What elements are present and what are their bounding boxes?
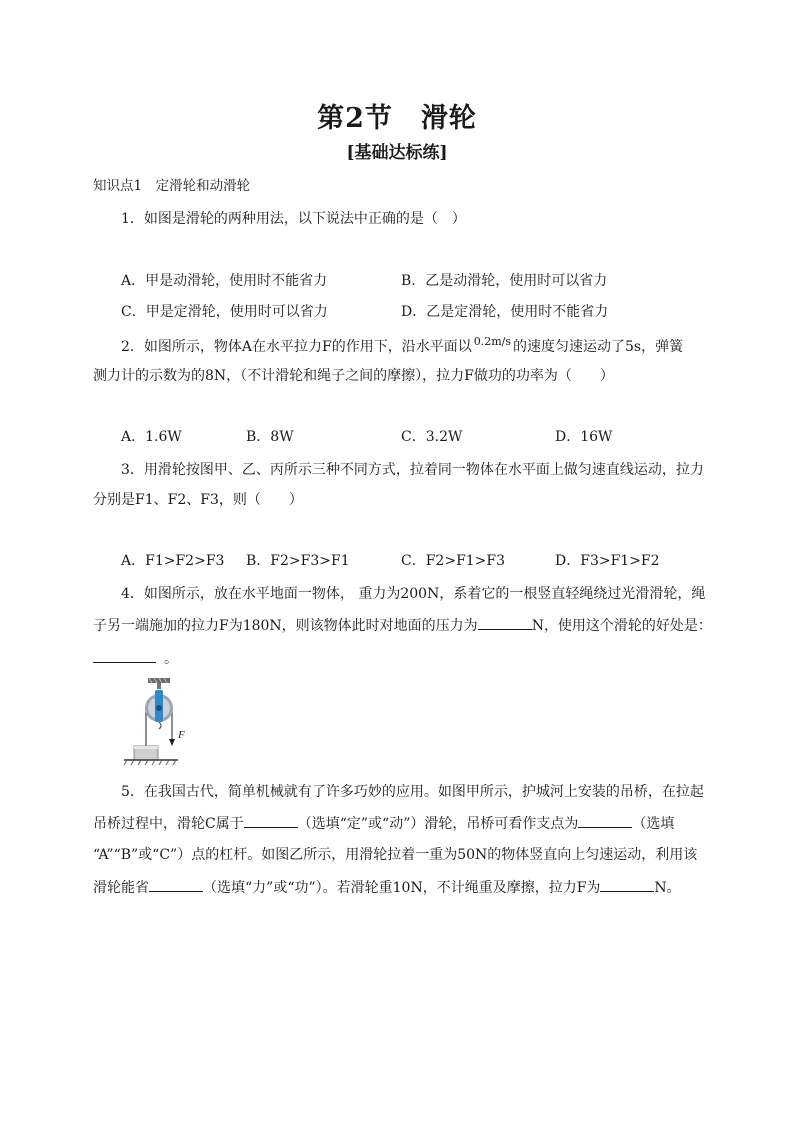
- section-label: 知识点1 定滑轮和动滑轮: [93, 178, 251, 194]
- q2-line2: 测力计的示数为的8N，（不计滑轮和绳子之间的摩擦），拉力F做功的功率为（ ）: [93, 368, 614, 384]
- q5-line2-c: （选填: [632, 816, 675, 832]
- q4-blank-2[interactable]: [93, 648, 156, 663]
- q1-option-a: A．甲是动滑轮，使用时不能省力: [121, 273, 328, 289]
- q4-line2-after: N，使用这个滑轮的好处是：: [531, 618, 712, 634]
- q2-option-a: A．1.6W: [121, 429, 182, 445]
- force-label: F: [178, 729, 185, 741]
- q1-option-b: B．乙是动滑轮，使用时可以省力: [401, 273, 608, 289]
- q2-speed: 0.2m/s: [473, 335, 512, 348]
- q5-line2: [93, 813, 674, 834]
- ground: [124, 760, 178, 765]
- q5-blank-3[interactable]: [149, 877, 203, 892]
- q2-option-d: D．16W: [555, 429, 613, 445]
- q3-option-c: C．F2>F1>F3: [401, 553, 506, 569]
- q2-line1-before: 2．如图所示，物体A在水平拉力F的作用下，沿水平面以: [121, 339, 472, 355]
- pulley-figure: [120, 676, 200, 768]
- q5-blank-4[interactable]: [600, 877, 654, 892]
- q5-line2-a: 吊桥过程中，滑轮C属于: [93, 816, 244, 832]
- q5-line3: “A”“B”或“C”）点的杠杆。如图乙所示，用滑轮拉着一重为50N的物体竖直向上匀速运动，利用该: [93, 847, 698, 863]
- q5-blank-1[interactable]: [244, 813, 298, 828]
- q1-option-c: C．甲是定滑轮，使用时可以省力: [121, 304, 328, 320]
- q4-blank-1[interactable]: [478, 615, 532, 630]
- ceiling-mount: [148, 678, 170, 689]
- weight-block: [134, 746, 158, 760]
- q3-line2: 分别是F1、F2、F3，则（ ）: [93, 492, 303, 508]
- q5-line4-b: （选填“力”或“功”）。若滑轮重10N，不计绳重及摩擦，拉力F为: [203, 880, 601, 896]
- q2-option-c: C．3.2W: [401, 429, 463, 445]
- q2-option-b: B．8W: [246, 429, 294, 445]
- q4-line2: [93, 615, 712, 636]
- q3-option-a: A．F1>F2>F3: [121, 553, 225, 569]
- q4-line1: 4．如图所示，放在水平地面一物体， 重力为200N，系着它的一根竖直轻绳绕过光滑滑轮，绳: [121, 586, 706, 602]
- page-subtitle: [基础达标练]: [346, 143, 448, 163]
- page-title: 第2节 滑轮: [317, 103, 477, 134]
- q5-line1: 5．在我国古代，简单机械就有了许多巧妙的应用。如图甲所示，护城河上安装的吊桥，在拉起: [121, 784, 704, 800]
- q2-line1-after: 的速度匀速运动了5s，弹簧: [513, 339, 684, 355]
- q3-option-b: B．F2>F3>F1: [246, 553, 350, 569]
- pulley-wheel: [145, 690, 173, 729]
- q5-line2-b: （选填“定”或“动”）滑轮，吊桥可看作支点为: [297, 816, 579, 832]
- q3-line1: 3．用滑轮按图甲、乙、丙所示三种不同方式，拉着同一物体在水平面上做匀速直线运动，拉力: [121, 462, 704, 478]
- q3-option-d: D．F3>F1>F2: [555, 553, 660, 569]
- q5-line4: [93, 877, 681, 898]
- q4-line2-before: 子另一端施加的拉力F为180N，则该物体此时对地面的压力为: [93, 618, 478, 634]
- q2-line1: [121, 337, 683, 358]
- q4-line3: [93, 648, 178, 669]
- q1-stem: 1．如图是滑轮的两种用法，以下说法中正确的是（ ）: [121, 211, 466, 227]
- q4-line3-after: 。: [164, 651, 178, 667]
- q5-line4-c: N。: [654, 880, 681, 896]
- q5-blank-2[interactable]: [578, 813, 632, 828]
- q5-line4-a: 滑轮能省: [93, 880, 149, 896]
- q1-option-d: D．乙是定滑轮，使用时不能省力: [401, 304, 609, 320]
- force-arrow: [169, 739, 175, 746]
